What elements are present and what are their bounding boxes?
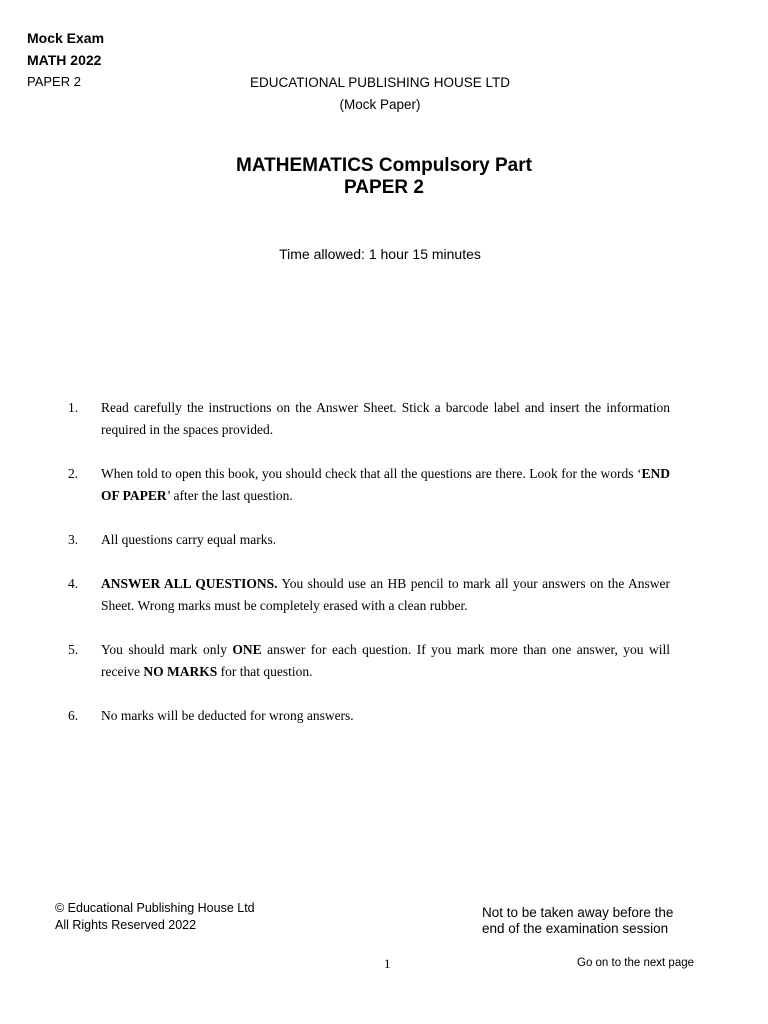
paper-label: PAPER 2 <box>27 74 81 89</box>
instruction-item <box>68 705 670 727</box>
publisher-name: EDUCATIONAL PUBLISHING HOUSE LTD <box>249 75 511 90</box>
instruction-item <box>68 397 670 441</box>
instruction-text <box>101 705 670 727</box>
instruction-number: 4. <box>68 576 79 591</box>
instruction-fragment: When told to open this book, you should check that all the questions are there. Look for the words ‘ <box>101 466 642 481</box>
instruction-number: 6. <box>68 708 79 723</box>
instruction-number: 1. <box>68 400 79 415</box>
copyright-line-2: All Rights Reserved 2022 <box>55 918 197 932</box>
instruction-emphasis: ANSWER ALL QUESTIONS. <box>101 576 278 591</box>
copyright-line-1: © Educational Publishing House Ltd <box>55 901 255 915</box>
instruction-text <box>101 529 670 551</box>
instruction-number: 5. <box>68 642 79 657</box>
instruction-emphasis: ONE <box>232 642 262 657</box>
continue-note: Go on to the next page <box>577 957 695 969</box>
instruction-fragment: You should use an HB pencil to mark all your answers on the Answer Sheet. Wrong marks must be completely erased with a clean rubber. <box>101 576 670 613</box>
instruction-text <box>101 639 670 683</box>
instruction-emphasis: NO MARKS <box>143 664 218 679</box>
instruction-number: 2. <box>68 466 79 481</box>
publisher-block <box>0 72 760 116</box>
instructions-list <box>68 397 670 749</box>
instruction-emphasis: END OF PAPER <box>101 466 670 503</box>
instruction-item <box>68 529 670 551</box>
title-line-1: MATHEMATICS Compulsory Part <box>236 155 532 176</box>
instruction-item <box>68 463 670 507</box>
notice-line-2: end of the examination session <box>482 921 669 936</box>
instruction-fragment: ’ after the last question. <box>166 488 293 503</box>
subject-code: MATH 2022 <box>27 52 102 68</box>
page-number: 1 <box>384 956 391 971</box>
exam-name: Mock Exam <box>27 30 105 46</box>
instruction-number: 3. <box>68 532 79 547</box>
instruction-fragment: answer for each question. If you mark more than one answer, you will receive <box>101 642 670 679</box>
paper-type: (Mock Paper) <box>339 97 421 112</box>
copyright-block <box>55 900 255 934</box>
instruction-text <box>101 573 670 617</box>
instruction-fragment: Read carefully the instructions on the Answer Sheet. Stick a barcode label and insert the information required in the spaces provided. <box>101 400 670 437</box>
instruction-text <box>101 397 670 441</box>
time-allowed: Time allowed: 1 hour 15 minutes <box>279 246 481 262</box>
instruction-fragment: All questions carry equal marks. <box>101 532 277 547</box>
notice-line-1: Not to be taken away before the <box>482 905 674 920</box>
title-line-2: PAPER 2 <box>344 177 424 198</box>
instruction-fragment: No marks will be deducted for wrong answers. <box>101 708 354 723</box>
exam-notice <box>482 905 673 937</box>
page-title <box>0 155 768 199</box>
instruction-item <box>68 573 670 617</box>
instruction-fragment: for that question. <box>217 664 313 679</box>
instruction-fragment: You should mark only <box>101 642 233 657</box>
instruction-item <box>68 639 670 683</box>
instruction-text <box>101 463 670 507</box>
